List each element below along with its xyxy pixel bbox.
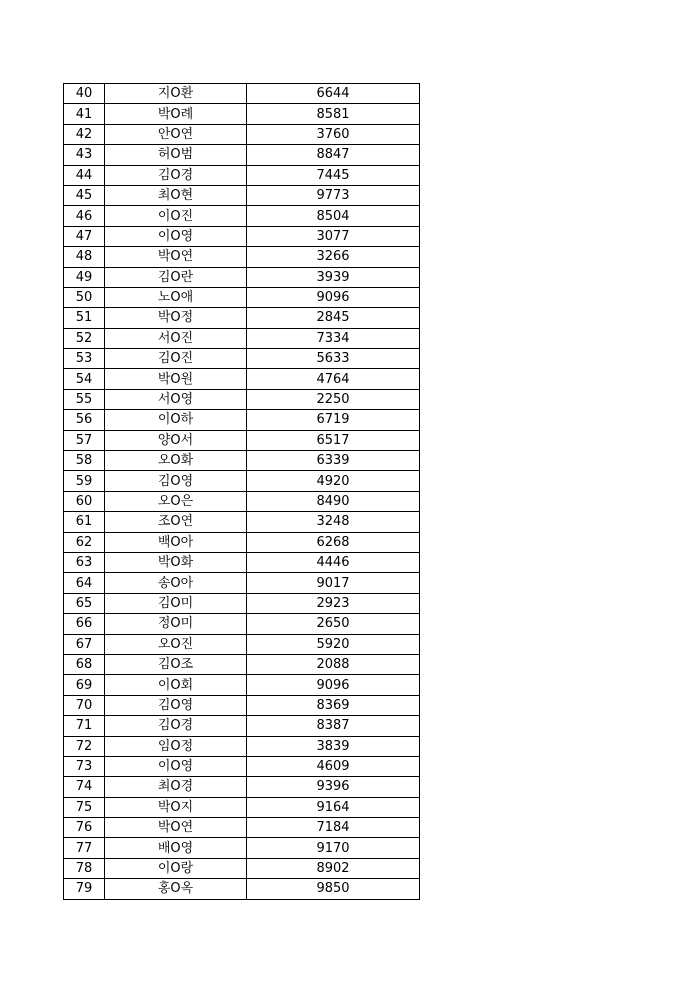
value-cell: 9096 [247,675,420,695]
table-row [64,369,420,389]
row-number-cell: 59 [64,471,105,491]
name-cell: 안O연 [105,124,247,144]
name-cell: 배O영 [105,838,247,858]
value-cell: 8369 [247,695,420,715]
row-number-cell: 42 [64,124,105,144]
table-row [64,777,420,797]
name-cell: 김O조 [105,654,247,674]
row-number-cell: 78 [64,858,105,878]
table-row [64,756,420,776]
name-cell: 오O은 [105,491,247,511]
row-number-cell: 69 [64,675,105,695]
name-cell: 허O범 [105,145,247,165]
table-row [64,879,420,899]
value-cell: 7445 [247,165,420,185]
value-cell: 3760 [247,124,420,144]
row-number-cell: 61 [64,512,105,532]
table-row [64,512,420,532]
value-cell: 9164 [247,797,420,817]
name-cell: 이O랑 [105,858,247,878]
table-row [64,491,420,511]
name-cell: 오O화 [105,451,247,471]
name-cell: 최O경 [105,777,247,797]
name-cell: 서O진 [105,328,247,348]
value-cell: 9170 [247,838,420,858]
value-cell: 8847 [247,145,420,165]
table-row [64,84,420,104]
row-number-cell: 41 [64,104,105,124]
name-cell: 김O경 [105,165,247,185]
row-number-cell: 70 [64,695,105,715]
name-cell: 서O영 [105,389,247,409]
value-cell: 3939 [247,267,420,287]
value-cell: 3248 [247,512,420,532]
row-number-cell: 47 [64,226,105,246]
value-cell: 8504 [247,206,420,226]
row-number-cell: 53 [64,349,105,369]
name-cell: 김O경 [105,716,247,736]
value-cell: 9017 [247,573,420,593]
data-table [63,83,420,900]
value-cell: 4609 [247,756,420,776]
table-row [64,552,420,572]
row-number-cell: 68 [64,654,105,674]
value-cell: 4764 [247,369,420,389]
value-cell: 7334 [247,328,420,348]
row-number-cell: 52 [64,328,105,348]
row-number-cell: 76 [64,818,105,838]
value-cell: 8490 [247,491,420,511]
value-cell: 3839 [247,736,420,756]
row-number-cell: 64 [64,573,105,593]
table-row [64,654,420,674]
table-row [64,573,420,593]
table-row [64,451,420,471]
table-row [64,593,420,613]
row-number-cell: 55 [64,389,105,409]
value-cell: 6644 [247,84,420,104]
table-row [64,328,420,348]
value-cell: 4446 [247,552,420,572]
name-cell: 양O서 [105,430,247,450]
name-cell: 박O례 [105,104,247,124]
name-cell: 김O진 [105,349,247,369]
row-number-cell: 46 [64,206,105,226]
value-cell: 6517 [247,430,420,450]
value-cell: 6719 [247,410,420,430]
table-row [64,104,420,124]
value-cell: 3077 [247,226,420,246]
row-number-cell: 58 [64,451,105,471]
row-number-cell: 60 [64,491,105,511]
value-cell: 6268 [247,532,420,552]
name-cell: 김O란 [105,267,247,287]
row-number-cell: 56 [64,410,105,430]
name-cell: 백O아 [105,532,247,552]
table-row [64,797,420,817]
value-cell: 9096 [247,287,420,307]
row-number-cell: 67 [64,634,105,654]
name-cell: 박O화 [105,552,247,572]
table-row [64,614,420,634]
value-cell: 3266 [247,247,420,267]
name-cell: 김O미 [105,593,247,613]
name-cell: 최O현 [105,185,247,205]
value-cell: 2923 [247,593,420,613]
table-row [64,410,420,430]
row-number-cell: 40 [64,84,105,104]
name-cell: 조O연 [105,512,247,532]
name-cell: 박O지 [105,797,247,817]
table-row [64,308,420,328]
value-cell: 8387 [247,716,420,736]
value-cell: 9773 [247,185,420,205]
name-cell: 박O연 [105,818,247,838]
table-row [64,145,420,165]
name-cell: 김O영 [105,695,247,715]
table-row [64,206,420,226]
row-number-cell: 48 [64,247,105,267]
table-row [64,838,420,858]
table-row [64,349,420,369]
row-number-cell: 71 [64,716,105,736]
name-cell: 송O아 [105,573,247,593]
name-cell: 이O영 [105,226,247,246]
value-cell: 5920 [247,634,420,654]
row-number-cell: 51 [64,308,105,328]
table-row [64,634,420,654]
name-cell: 이O진 [105,206,247,226]
table-row [64,471,420,491]
name-cell: 이O하 [105,410,247,430]
value-cell: 2088 [247,654,420,674]
row-number-cell: 75 [64,797,105,817]
table-row [64,716,420,736]
value-cell: 5633 [247,349,420,369]
table-row [64,247,420,267]
row-number-cell: 73 [64,756,105,776]
table-row [64,430,420,450]
row-number-cell: 45 [64,185,105,205]
name-cell: 오O진 [105,634,247,654]
table-row [64,226,420,246]
value-cell: 7184 [247,818,420,838]
row-number-cell: 62 [64,532,105,552]
name-cell: 김O영 [105,471,247,491]
value-cell: 8902 [247,858,420,878]
row-number-cell: 63 [64,552,105,572]
row-number-cell: 74 [64,777,105,797]
row-number-cell: 77 [64,838,105,858]
table-row [64,267,420,287]
value-cell: 6339 [247,451,420,471]
row-number-cell: 44 [64,165,105,185]
value-cell: 2650 [247,614,420,634]
row-number-cell: 57 [64,430,105,450]
name-cell: 홍O옥 [105,879,247,899]
value-cell: 2250 [247,389,420,409]
value-cell: 8581 [247,104,420,124]
table-row [64,185,420,205]
table-row [64,389,420,409]
row-number-cell: 50 [64,287,105,307]
table-row [64,165,420,185]
row-number-cell: 79 [64,879,105,899]
value-cell: 2845 [247,308,420,328]
value-cell: 9850 [247,879,420,899]
name-cell: 노O애 [105,287,247,307]
table-row [64,818,420,838]
name-cell: 이O회 [105,675,247,695]
name-cell: 정O미 [105,614,247,634]
table-body [64,84,420,900]
table-row [64,695,420,715]
row-number-cell: 72 [64,736,105,756]
name-cell: 이O영 [105,756,247,776]
row-number-cell: 43 [64,145,105,165]
value-cell: 9396 [247,777,420,797]
row-number-cell: 54 [64,369,105,389]
name-cell: 박O연 [105,247,247,267]
name-cell: 박O원 [105,369,247,389]
table-row [64,736,420,756]
name-cell: 지O환 [105,84,247,104]
row-number-cell: 49 [64,267,105,287]
name-cell: 임O정 [105,736,247,756]
table-row [64,532,420,552]
row-number-cell: 66 [64,614,105,634]
value-cell: 4920 [247,471,420,491]
table-row [64,124,420,144]
row-number-cell: 65 [64,593,105,613]
table-row [64,287,420,307]
table-row [64,858,420,878]
name-cell: 박O정 [105,308,247,328]
table-row [64,675,420,695]
